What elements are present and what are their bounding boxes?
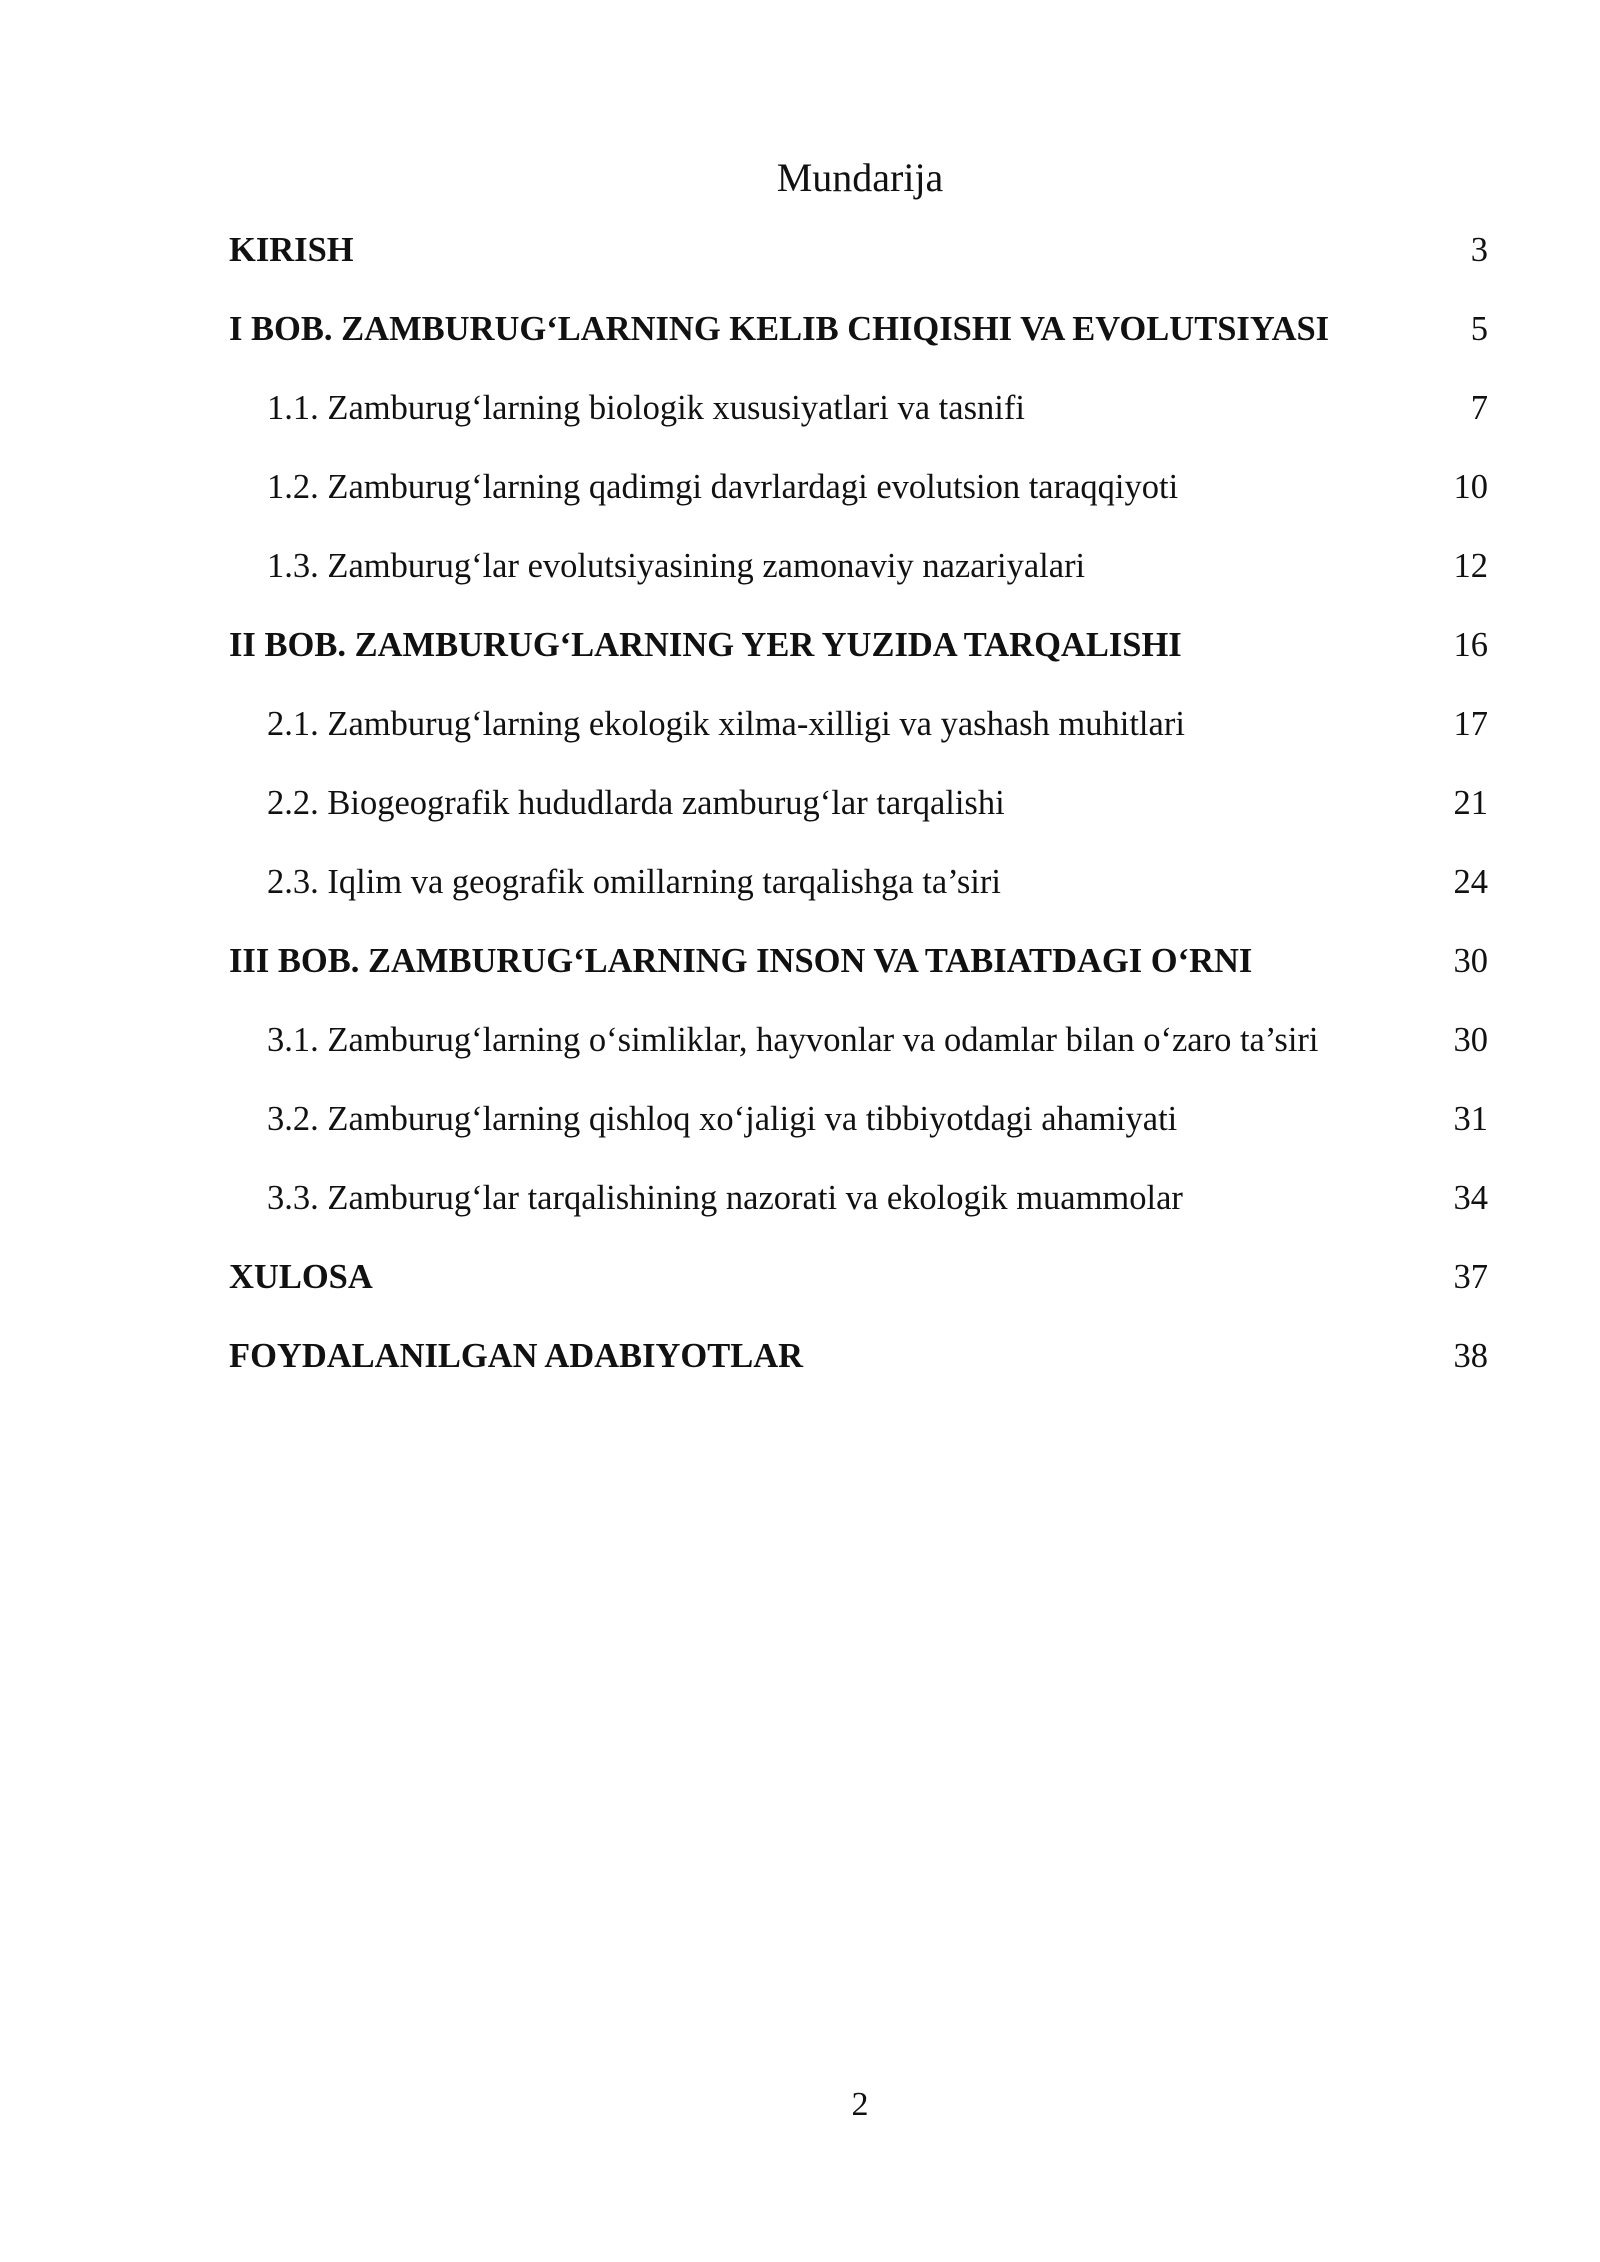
toc-entry-section-1-1[interactable] xyxy=(229,378,1488,457)
toc-entry-text: FOYDALANILGAN ADABIYOTLAR xyxy=(229,1337,804,1375)
toc-entry-chapter-3[interactable] xyxy=(229,931,1488,1010)
table-of-contents xyxy=(229,220,1488,1405)
toc-entry-text: II BOB. ZAMBURUG‘LARNING YER YUZIDA TARQALISHI xyxy=(229,626,1182,664)
toc-entry-adabiyotlar[interactable] xyxy=(229,1326,1488,1405)
toc-entry-chapter-1[interactable] xyxy=(229,299,1488,378)
toc-page-number: 30 xyxy=(1453,942,1488,980)
toc-page-number: 7 xyxy=(1470,389,1488,427)
toc-page-number: 21 xyxy=(1453,784,1488,822)
toc-entry-section-2-3[interactable] xyxy=(229,852,1488,931)
toc-page-number: 31 xyxy=(1453,1100,1488,1138)
toc-entry-text: 3.3. Zamburug‘lar tarqalishining nazorati va ekologik muammolar xyxy=(267,1179,1183,1217)
toc-title: Mundarija xyxy=(776,155,944,200)
toc-entry-xulosa[interactable] xyxy=(229,1247,1488,1326)
toc-entry-text: KIRISH xyxy=(229,231,354,269)
toc-entry-section-3-3[interactable] xyxy=(229,1168,1488,1247)
toc-entry-text: 1.2. Zamburug‘larning qadimgi davrlardagi evolutsion taraqqiyoti xyxy=(267,468,1179,506)
toc-entry-section-2-2[interactable] xyxy=(229,773,1488,852)
page-number: 2 xyxy=(851,2086,869,2123)
toc-page-number: 17 xyxy=(1453,705,1488,743)
toc-page-number: 3 xyxy=(1470,231,1488,269)
toc-page-number: 34 xyxy=(1453,1179,1488,1217)
toc-entry-section-3-2[interactable] xyxy=(229,1089,1488,1168)
toc-entry-section-3-1[interactable] xyxy=(229,1010,1488,1089)
toc-page-number: 37 xyxy=(1453,1258,1488,1296)
toc-entry-text: 2.2. Biogeografik hududlarda zamburug‘lar tarqalishi xyxy=(267,784,1005,822)
toc-page-number: 38 xyxy=(1453,1337,1488,1375)
toc-entry-section-2-1[interactable] xyxy=(229,694,1488,773)
toc-entry-text: I BOB. ZAMBURUG‘LARNING KELIB CHIQISHI VA EVOLUTSIYASI xyxy=(229,310,1330,348)
toc-entry-section-1-3[interactable] xyxy=(229,536,1488,615)
toc-entry-text: 2.3. Iqlim va geografik omillarning tarqalishga ta’siri xyxy=(267,863,1001,901)
toc-page-number: 24 xyxy=(1453,863,1488,901)
toc-entry-section-1-2[interactable] xyxy=(229,457,1488,536)
toc-page-number: 5 xyxy=(1470,310,1488,348)
toc-entry-text: 3.2. Zamburug‘larning qishloq xo‘jaligi va tibbiyotdagi ahamiyati xyxy=(267,1100,1178,1138)
toc-page-number: 30 xyxy=(1453,1021,1488,1059)
toc-page-number: 16 xyxy=(1453,626,1488,664)
toc-entry-chapter-2[interactable] xyxy=(229,615,1488,694)
toc-entry-text: 3.1. Zamburug‘larning o‘simliklar, hayvonlar va odamlar bilan o‘zaro ta’siri xyxy=(267,1021,1319,1059)
toc-page-number: 10 xyxy=(1453,468,1488,506)
toc-entry-kirish[interactable] xyxy=(229,220,1488,299)
toc-entry-text: III BOB. ZAMBURUG‘LARNING INSON VA TABIATDAGI O‘RNI xyxy=(229,942,1253,980)
toc-entry-text: XULOSA xyxy=(229,1258,373,1296)
toc-entry-text: 1.3. Zamburug‘lar evolutsiyasining zamonaviy nazariyalari xyxy=(267,547,1086,585)
toc-entry-text: 2.1. Zamburug‘larning ekologik xilma-xilligi va yashash muhitlari xyxy=(267,705,1185,743)
toc-page-number: 12 xyxy=(1453,547,1488,585)
toc-entry-text: 1.1. Zamburug‘larning biologik xususiyatlari va tasnifi xyxy=(267,389,1025,427)
